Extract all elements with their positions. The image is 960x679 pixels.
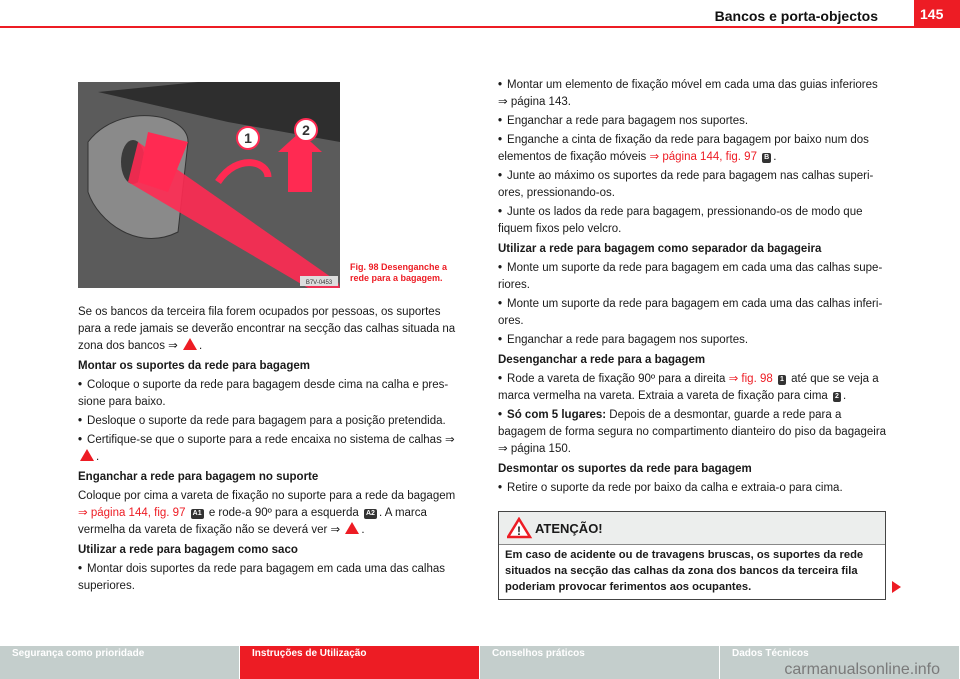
bullet-item: [498, 204, 888, 238]
page-header-title: Bancos e porta-objectos: [714, 8, 878, 24]
text: Se os bancos da terceira fila forem ocupados por pessoas, os suportes para a rede jamais se deverão encontrar na secção das calhas situada na zona dos bancos ⇒: [78, 306, 456, 352]
text: e rode-a 90º para a esquerda: [205, 507, 362, 519]
footer-tab-conselhos[interactable]: Conselhos práticos: [480, 646, 720, 679]
right-column: [498, 77, 888, 497]
callout-1: 1: [244, 130, 252, 146]
warning-text: Em caso de acidente ou de travagens bruscas, os suportes da rede situados na secção das calhas da zona dos bancos da terceira fila poderiam provocar ferimentos aos ocupantes.: [505, 549, 864, 593]
left-column: [78, 304, 466, 597]
callout-badge: B: [764, 154, 770, 161]
bullet-icon: •: [78, 415, 83, 427]
warning-ref-icon[interactable]: [183, 338, 197, 350]
bullet-icon: •: [498, 115, 503, 127]
text: .: [198, 340, 203, 352]
text: Desmontar os suportes da rede para bagagem: [498, 463, 752, 475]
bullet-item: [498, 168, 888, 202]
footer-tab-instrucoes[interactable]: Instruções de Utilização: [240, 646, 480, 679]
bullet-item: [78, 432, 466, 466]
section-heading: [78, 358, 466, 375]
section-heading: [498, 352, 888, 369]
warning-header: [499, 512, 885, 545]
bullet-icon: •: [498, 206, 503, 218]
section-heading: [498, 241, 888, 258]
section-heading: [78, 542, 466, 559]
footer-tab-dados[interactable]: Dados Técnicos: [720, 646, 960, 679]
text: .: [96, 451, 100, 463]
warning-ref-icon[interactable]: [80, 449, 94, 461]
figure-code: B7V-0453: [305, 280, 333, 286]
bullet-item: [78, 377, 466, 411]
bullet-item: [78, 561, 466, 595]
callout-badge: A2: [366, 510, 375, 517]
text: Utilizar a rede para bagagem como saco: [78, 544, 298, 556]
text: Desenganchar a rede para a bagagem: [498, 354, 706, 366]
text: Montar os suportes da rede para bagagem: [78, 360, 310, 372]
text: Monte um suporte da rede para bagagem em cada uma das calhas superiores.: [498, 262, 883, 291]
bullet-icon: •: [498, 79, 503, 91]
page-link[interactable]: ⇒ fig. 98: [728, 373, 773, 385]
warning-box: [498, 511, 886, 600]
bullet-icon: •: [498, 170, 503, 182]
callout-2: 2: [302, 122, 310, 138]
bullet-icon: •: [498, 373, 503, 385]
bullet-item: [498, 407, 888, 458]
bullet-item: [498, 113, 888, 130]
warning-triangle-icon: [507, 517, 535, 539]
bullet-icon: •: [498, 262, 503, 274]
text: até que se veja a marca vermelha na vareta. Extraia a vareta de fixação para cima: [498, 373, 879, 402]
callout-badge: A1: [192, 510, 202, 517]
callout-badge: 2: [835, 393, 839, 400]
footer-tab-seguranca[interactable]: Segurança como prioridade: [0, 646, 240, 679]
watermark: carmanualsonline.info: [784, 661, 940, 678]
bullet-item: [78, 413, 466, 430]
text: Junte ao máximo os suportes da rede para bagagem nas calhas superiores, pressionando-os.: [498, 170, 874, 199]
bullet-icon: •: [498, 298, 503, 310]
warning-ref-icon[interactable]: [345, 522, 359, 534]
bullet-icon: •: [498, 409, 503, 421]
text: Enganchar a rede para bagagem nos suportes.: [507, 115, 749, 127]
text: Junte os lados da rede para bagagem, pressionando-os de modo que fiquem fixos pelo velcro.: [498, 206, 863, 235]
text: Utilizar a rede para bagagem como separador da bagageira: [498, 243, 822, 255]
text: [773, 373, 776, 385]
text: Coloque o suporte da rede para bagagem desde cima na calha e pressione para baixo.: [78, 379, 449, 408]
bullet-item: [498, 371, 888, 405]
page-link[interactable]: ⇒ página 144, fig. 97: [78, 507, 186, 519]
text: .: [773, 151, 777, 163]
paragraph: [78, 304, 466, 355]
page-link[interactable]: ⇒ página 144, fig. 97: [649, 151, 757, 163]
bullet-item: [498, 77, 888, 111]
next-page-arrow-icon[interactable]: [892, 581, 901, 593]
text: . A marca vermelha da vareta de fixação não se deverá ver ⇒: [78, 507, 427, 536]
text: Monte um suporte da rede para bagagem em cada uma das calhas inferiores.: [498, 298, 883, 327]
section-heading: [78, 469, 466, 486]
bullet-icon: •: [498, 334, 503, 346]
right-column-wrap: [498, 77, 888, 600]
bold-text: Só com 5 lugares:: [507, 409, 607, 421]
bullet-item: [498, 480, 888, 497]
text: Enganche a cinta de fixação da rede para bagagem por baixo num dos elementos de fixação móveis: [498, 134, 869, 163]
text: Rode a vareta de fixação 90º para a direita: [507, 373, 729, 385]
page-number: 145: [914, 0, 960, 26]
bullet-item: [498, 296, 888, 330]
text: Enganchar a rede para bagagem no suporte: [78, 471, 319, 483]
bullet-icon: •: [498, 134, 503, 146]
text: Retire o suporte da rede por baixo da calha e extraia-o para cima.: [507, 482, 843, 494]
figure-image: [78, 82, 340, 288]
text: Desloque o suporte da rede para bagagem para a posição pretendida.: [87, 415, 446, 427]
text: Montar um elemento de fixação móvel em cada uma das guias inferiores ⇒ página 143.: [498, 79, 878, 108]
text: .: [361, 524, 365, 536]
text: .: [842, 390, 847, 402]
figure-caption: Fig. 98 Desenganche a rede para a bagagem.: [350, 262, 448, 283]
paragraph: [78, 488, 466, 539]
bullet-icon: •: [78, 434, 83, 446]
bullet-item: [498, 260, 888, 294]
text: [185, 507, 188, 519]
bullet-icon: •: [78, 379, 83, 391]
text: [757, 151, 760, 163]
text: Certifique-se que o suporte para a rede encaixa no sistema de calhas ⇒: [87, 434, 455, 446]
section-heading: [498, 461, 888, 478]
seat-rail-illustration: [78, 82, 340, 288]
text: Enganchar a rede para bagagem nos suportes.: [507, 334, 749, 346]
bullet-icon: •: [78, 563, 83, 575]
text: Depois de a desmontar, guarde a rede para a bagagem de forma segura no compartimento dianteiro do piso da bagageira ⇒ página 150.: [498, 409, 887, 455]
bullet-icon: •: [498, 482, 503, 494]
warning-title: ATENÇÃO!: [535, 520, 603, 536]
header-divider: [0, 26, 960, 28]
callout-badge: 1: [779, 376, 784, 383]
text: Montar dois suportes da rede para bagagem em cada uma das calhas superiores.: [78, 563, 446, 592]
svg-text:!: !: [517, 524, 521, 538]
text: Coloque por cima a vareta de fixação no suporte para a rede da bagagem: [78, 490, 456, 502]
bullet-item: [498, 132, 888, 166]
bullet-item: [498, 332, 888, 349]
